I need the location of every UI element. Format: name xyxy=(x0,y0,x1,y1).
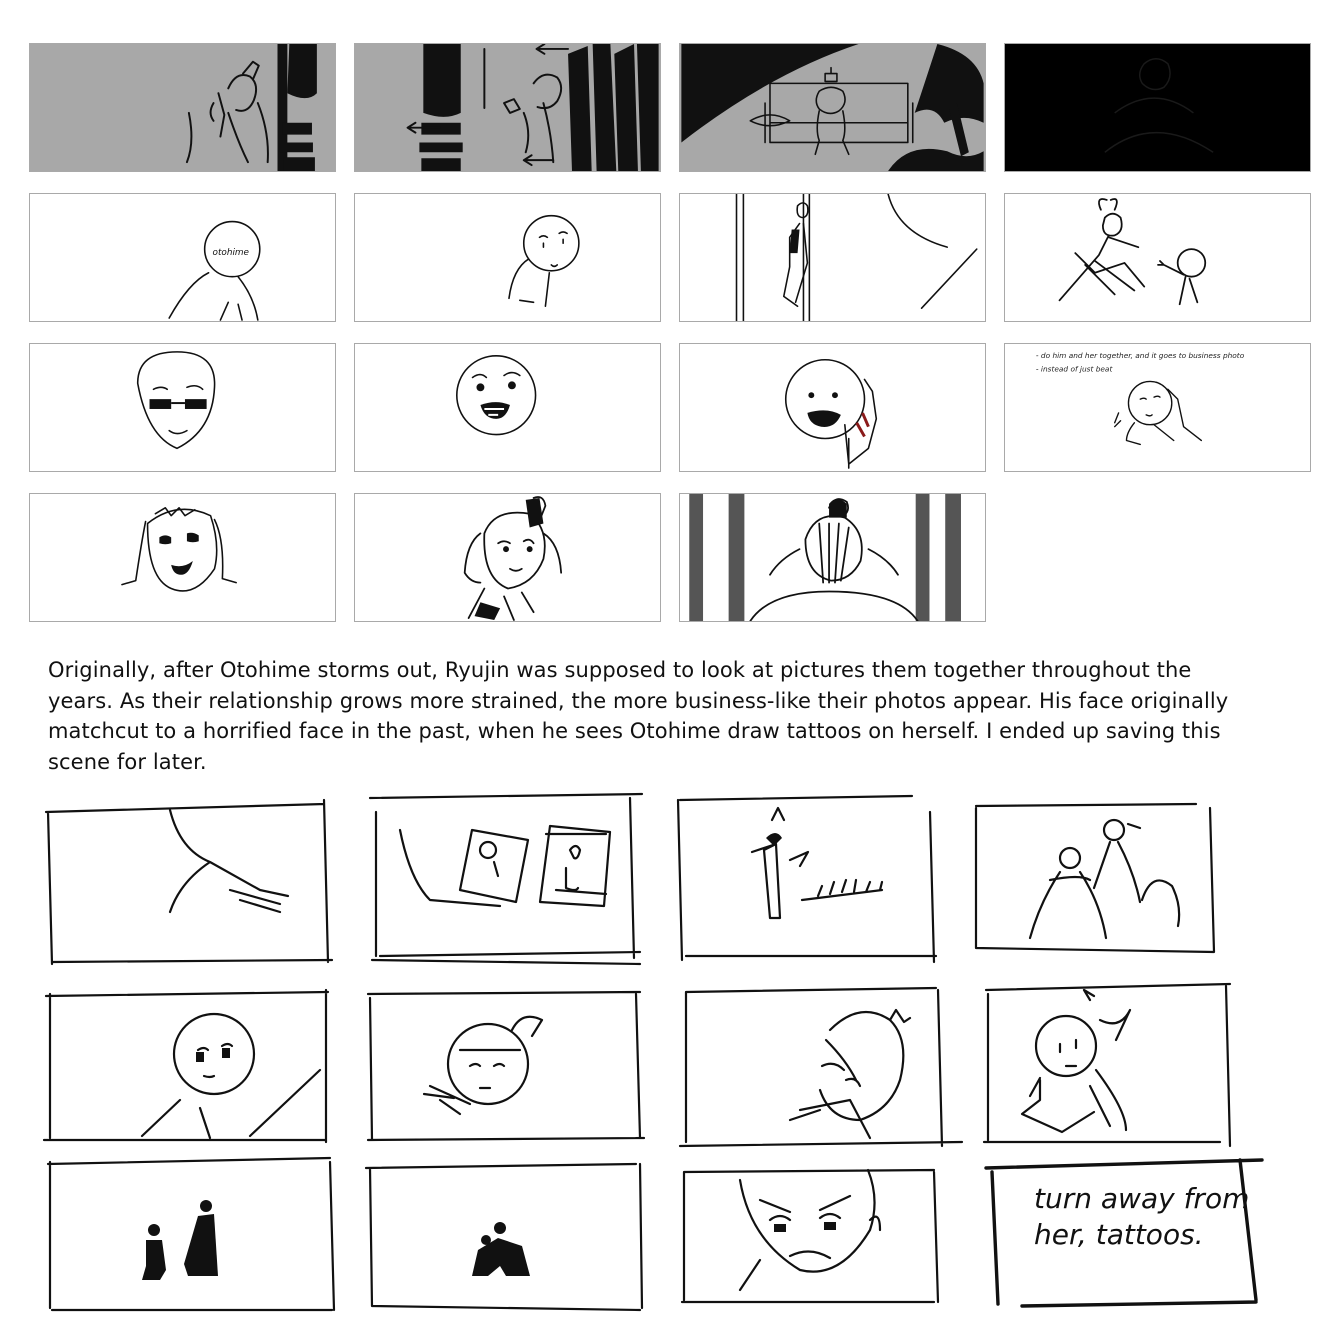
storyboard-panel-11 xyxy=(679,343,986,472)
panel-sketch-otohime-look xyxy=(355,494,660,621)
storyboard-panel-8 xyxy=(1004,193,1311,322)
thumb-2 xyxy=(370,794,642,964)
panel-note-line-2: - instead of just beat xyxy=(1035,364,1113,374)
thumb-9-figures xyxy=(142,1200,218,1280)
thumb-10-figures xyxy=(472,1222,530,1276)
thumb-8 xyxy=(984,984,1230,1146)
storyboard-panel-12 xyxy=(1004,343,1311,472)
panel-sketch-turn-head xyxy=(355,194,660,321)
storyboard-panel-15 xyxy=(679,493,986,622)
thumb-10 xyxy=(366,1164,642,1310)
storyboard-panel-10 xyxy=(354,343,661,472)
thumb-6 xyxy=(368,992,644,1140)
storyboard-panel-9 xyxy=(29,343,336,472)
storyboard-panel-3 xyxy=(679,43,986,172)
storyboard-panel-7 xyxy=(679,193,986,322)
thumb-7 xyxy=(680,988,962,1146)
thumb-note-line-1: turn away from xyxy=(1034,1182,1250,1215)
panel-sketch-ryujin-phone xyxy=(30,44,335,171)
storyboard-panel-6 xyxy=(354,193,661,322)
storyboard-panel-5 xyxy=(29,193,336,322)
rough-thumbnail-sheet xyxy=(0,790,1333,1333)
thumb-4 xyxy=(976,804,1214,952)
panel-sketch-ryujin-couch xyxy=(680,44,985,171)
thumb-9 xyxy=(48,1158,334,1310)
panel-sketch-otohime-back xyxy=(680,494,985,621)
panel-sketch-note-portrait xyxy=(1005,344,1310,471)
panel-sketch-face-hand xyxy=(680,344,985,471)
storyboard-panel-2 xyxy=(354,43,661,172)
storyboard-panel-13 xyxy=(29,493,336,622)
thumb-5 xyxy=(44,990,328,1142)
thumb-12 xyxy=(986,1160,1262,1306)
thumb-1 xyxy=(46,800,332,964)
thumb-11 xyxy=(682,1170,938,1302)
panel-sketch-doorway xyxy=(680,194,985,321)
panel-sketch-face-shades xyxy=(30,344,335,471)
thumb-note-line-2: her, tattoos. xyxy=(1034,1218,1204,1251)
panel-sketch-face-shocked xyxy=(355,344,660,471)
thumb-3 xyxy=(678,796,936,962)
panel-sketch-reach-out xyxy=(1005,194,1310,321)
panel-sketch-nametag-back xyxy=(30,194,335,321)
storyboard-caption: Originally, after Otohime storms out, Ryujin was supposed to look at pictures them together throughout the years. As their relationship grows more strained, the more business-like their photos appear. His face originally matchcut to a horrified face in the past, when he sees Otohime draw tattoos on herself. I ended up saving this scene for later. xyxy=(48,658,1229,774)
panel-note-line-1: - do him and her together, and it goes to business photo xyxy=(1035,350,1245,360)
panel-sketch-camera-pan xyxy=(355,44,660,171)
panel-sketch-dark-fade xyxy=(1005,44,1310,171)
storyboard-panel-4 xyxy=(1004,43,1311,172)
panel-sketch-otohime-smile xyxy=(30,494,335,621)
storyboard-panel-1 xyxy=(29,43,336,172)
nametag-text: otohime xyxy=(212,248,250,259)
storyboard-panel-14 xyxy=(354,493,661,622)
